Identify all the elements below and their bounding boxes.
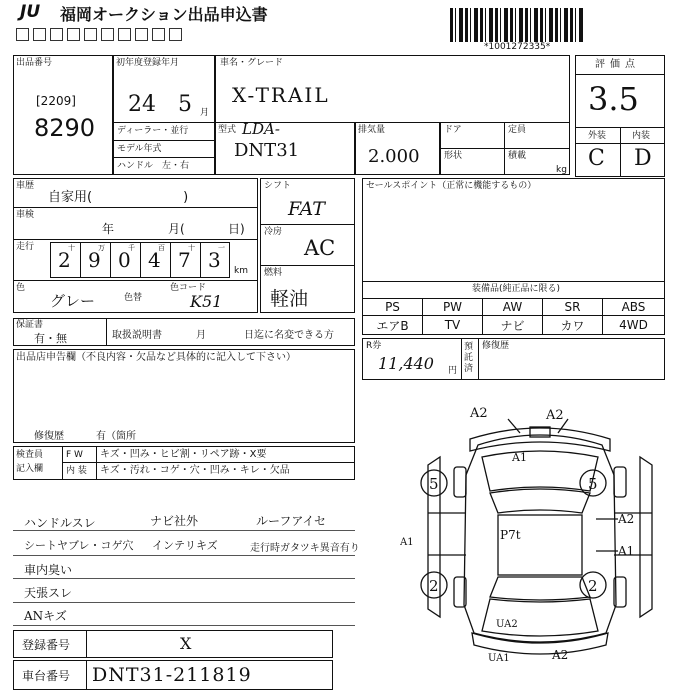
registration-month: 5 bbox=[178, 92, 192, 117]
usage-label: 車歴 bbox=[16, 181, 35, 191]
load-unit: kg bbox=[556, 165, 567, 175]
equipment-cell: TV bbox=[422, 315, 483, 335]
load-label: 積載 bbox=[508, 151, 527, 161]
inspector-label: 検査員 bbox=[16, 450, 44, 460]
inspector-in-text: キズ・汚れ・コゲ・穴・凹み・キレ・欠品 bbox=[100, 465, 290, 476]
inspection-box bbox=[13, 207, 258, 240]
handwritten-note: 走行時ガタツキ異音有り bbox=[250, 543, 360, 554]
grade-label: 評価点 bbox=[595, 59, 640, 70]
listing-bracket-code: [2209] bbox=[36, 94, 76, 108]
aircon-label: 冷房 bbox=[264, 227, 283, 237]
inspector-fw: F W bbox=[66, 450, 83, 460]
notes-label: 出品店申告欄（不良内容・欠品など具体的に記入して下さい） bbox=[16, 352, 296, 363]
color-value: グレー bbox=[50, 292, 96, 310]
diagram-mark: 5 bbox=[429, 475, 439, 493]
dealer-line2: モデル年式 bbox=[117, 144, 162, 154]
logo-text: JU bbox=[20, 2, 41, 22]
mileage-digit: 9 bbox=[88, 248, 101, 272]
handwritten-note: シートヤブレ・コゲ穴 bbox=[24, 539, 134, 552]
equipment-cell: カワ bbox=[542, 315, 603, 335]
mileage-place-5: 一 bbox=[218, 244, 225, 252]
diagram-mark: UA2 bbox=[496, 619, 518, 630]
manual-label: 取扱説明書 bbox=[112, 330, 162, 341]
trunk bbox=[482, 599, 598, 636]
inspection-month: 月( bbox=[168, 222, 185, 236]
model-label: 型式 bbox=[218, 125, 237, 135]
dealer-line1: ディーラー・並行 bbox=[117, 126, 189, 136]
sales-point-label: セールスポイント（正常に機能するもの） bbox=[366, 181, 537, 191]
plate-value: X bbox=[180, 634, 192, 653]
equipment-cell: SR bbox=[542, 298, 603, 316]
fuel-value: 軽油 bbox=[270, 288, 309, 310]
repair-value: 有（箇所 bbox=[96, 431, 136, 442]
equipment-cell: PS bbox=[362, 298, 423, 316]
diagram-mark: A2 bbox=[552, 648, 569, 662]
barcode-number: *1001272335* bbox=[484, 42, 551, 52]
warranty-label: 保証書 bbox=[16, 320, 44, 330]
model-prefix: LDA- bbox=[242, 120, 280, 138]
chassis-label: 車台番号 bbox=[22, 669, 71, 683]
diagram-mark: A1 bbox=[400, 537, 414, 548]
inspection-year: 年 bbox=[102, 222, 115, 236]
sales-point-box bbox=[362, 178, 665, 282]
barcode bbox=[450, 8, 584, 42]
repair-label: 修復歴 bbox=[34, 431, 64, 442]
usage-value: 自家用( ) bbox=[48, 190, 189, 205]
grade-value: 3.5 bbox=[588, 80, 639, 118]
equipment-cell: エアB bbox=[362, 315, 423, 335]
color-code: K51 bbox=[190, 292, 223, 311]
inspector-fw-text: キズ・凹み・ヒビ割・リペア跡・X要 bbox=[100, 449, 267, 460]
listing-number: 8290 bbox=[34, 114, 96, 142]
form-title: 福岡オークション出品申込書 bbox=[60, 5, 268, 24]
shape-label: 形状 bbox=[444, 151, 463, 161]
car-name-label: 車名・グレード bbox=[220, 58, 284, 68]
diagram-mark: 2 bbox=[429, 577, 439, 595]
handwritten-note: 天張スレ bbox=[24, 586, 73, 600]
inspector-label-2: 記入欄 bbox=[16, 464, 44, 474]
price-value: 11,440 bbox=[378, 354, 434, 373]
mileage-digit: 3 bbox=[208, 248, 221, 272]
diagram-mark: A2 bbox=[618, 512, 635, 526]
mileage-digit: 2 bbox=[58, 248, 71, 272]
mileage-place-2: 千 bbox=[128, 244, 135, 252]
handwritten-note: ルーフアイセ bbox=[256, 514, 326, 528]
diagram-mark: 2 bbox=[588, 577, 598, 595]
recycle-label: 預託済 bbox=[464, 342, 474, 374]
plate-label: 登録番号 bbox=[22, 638, 71, 652]
handwritten-note: ナビ社外 bbox=[150, 514, 199, 528]
equipment-cell: ABS bbox=[602, 298, 665, 316]
color-label: 色 bbox=[16, 283, 26, 293]
door-label: ドア bbox=[444, 125, 462, 135]
equipment-cell: 4WD bbox=[602, 315, 665, 335]
mileage-digit: 4 bbox=[148, 248, 161, 272]
model-value: DNT31 bbox=[234, 140, 300, 161]
rear-window bbox=[490, 577, 590, 600]
inspection-label: 車検 bbox=[16, 210, 35, 220]
diagram-mark: 5 bbox=[588, 475, 598, 493]
color-code-label: 色コード bbox=[170, 283, 207, 293]
mileage-digit: 0 bbox=[118, 248, 131, 272]
shift-label: シフト bbox=[264, 181, 292, 191]
registration-label: 初年度登録年月 bbox=[116, 58, 180, 68]
diagram-mark: A1 bbox=[512, 451, 527, 464]
capacity-label: 定員 bbox=[508, 125, 527, 135]
shift-value: FAT bbox=[288, 198, 325, 220]
dealer-line3: ハンドル 左・右 bbox=[117, 161, 190, 171]
aircon-value: AC bbox=[304, 236, 336, 260]
chassis-value: DNT31-211819 bbox=[92, 664, 252, 686]
mileage-place-0: 十 bbox=[68, 244, 75, 252]
price-unit: 円 bbox=[448, 366, 458, 376]
notes-box bbox=[13, 349, 355, 443]
diagram-mark: UA1 bbox=[488, 653, 510, 664]
registration-year: 24 bbox=[128, 92, 156, 117]
mileage-digits bbox=[50, 242, 230, 278]
exterior-grade: C bbox=[588, 146, 605, 171]
exterior-label: 外装 bbox=[588, 131, 607, 141]
mileage-label: 走行 bbox=[16, 242, 35, 252]
mileage-unit: km bbox=[234, 266, 248, 276]
mileage-digit: 7 bbox=[178, 248, 191, 272]
diagram-mark: A1 bbox=[618, 544, 635, 558]
equipment-cell: PW bbox=[422, 298, 483, 316]
listing-label: 出品番号 bbox=[16, 58, 53, 68]
car-name-value: X-TRAIL bbox=[232, 83, 330, 107]
inspection-day: 日) bbox=[228, 222, 245, 236]
handwritten-note: ハンドルスレ bbox=[24, 516, 96, 530]
car-damage-diagram bbox=[400, 405, 680, 665]
top-blank-boxes bbox=[16, 28, 186, 44]
mileage-place-1: 万 bbox=[98, 244, 105, 252]
price-label: R券 bbox=[366, 341, 382, 351]
inspector-in: 内 装 bbox=[66, 466, 87, 476]
interior-label: 内装 bbox=[632, 131, 651, 141]
logo bbox=[20, 2, 40, 22]
mileage-place-4: 十 bbox=[188, 244, 195, 252]
equipment-cell: AW bbox=[482, 298, 543, 316]
equipment-label: 装備品(純正品に限る) bbox=[472, 284, 561, 294]
diagram-mark: A2 bbox=[546, 408, 564, 423]
mileage-place-3: 百 bbox=[158, 244, 165, 252]
displacement-label: 排気量 bbox=[358, 125, 386, 135]
displacement-value: 2.000 bbox=[368, 146, 420, 167]
warranty-month: 月 bbox=[196, 330, 206, 341]
fuel-label: 燃料 bbox=[264, 268, 283, 278]
diagram-mark: P7t bbox=[500, 528, 521, 542]
equipment-cell: ナビ bbox=[482, 315, 543, 335]
roof bbox=[498, 515, 582, 575]
color-no-label: 色替 bbox=[124, 293, 143, 303]
windshield bbox=[490, 489, 590, 513]
handwritten-note: インテリキズ bbox=[152, 539, 218, 552]
handwritten-note: 車内臭い bbox=[24, 563, 73, 577]
right-side bbox=[640, 457, 652, 617]
handwritten-note: ANキズ bbox=[24, 609, 67, 623]
wheel-front-right bbox=[614, 467, 626, 497]
history-label: 修復歴 bbox=[482, 341, 510, 351]
interior-grade: D bbox=[634, 146, 652, 171]
wheel-front-left bbox=[454, 467, 466, 497]
front-bumper bbox=[470, 428, 610, 451]
registration-month-unit: 月 bbox=[200, 108, 210, 118]
warranty-options: 有・無 bbox=[34, 332, 67, 345]
diagram-mark: A2 bbox=[470, 406, 488, 421]
warranty-until: 日迄に名変できる方 bbox=[244, 330, 334, 341]
